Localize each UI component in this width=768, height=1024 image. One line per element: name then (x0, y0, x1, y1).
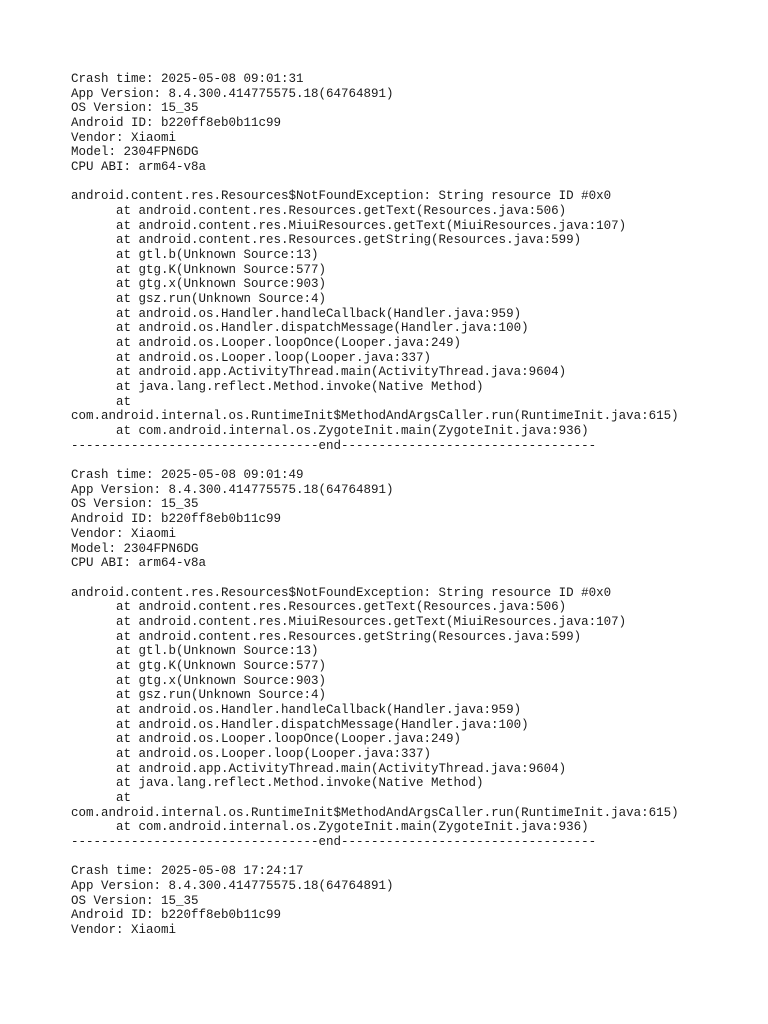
stack-frame: at gsz.run(Unknown Source:4) (116, 688, 327, 703)
stack-frame-wrapped: com.android.internal.os.RuntimeInit$MethodAndArgsCaller.run(RuntimeInit.java:615) (71, 805, 679, 820)
crash-header-line: OS Version: 15_35 (71, 497, 199, 512)
stack-frame: at java.lang.reflect.Method.invoke(Native Method) (116, 380, 484, 395)
crash-header-line: Crash time: 2025-05-08 09:01:31 (71, 72, 304, 86)
stack-frame: at gtl.b(Unknown Source:13) (116, 644, 319, 659)
crash-header-line: OS Version: 15_35 (71, 101, 199, 116)
crash-log-document (71, 72, 761, 938)
stack-frame: at android.os.Looper.loop(Looper.java:337) (116, 350, 432, 365)
crash-header-line: Model: 2304FPN6DG (71, 541, 199, 556)
stack-frame: at android.content.res.Resources.getText(Resources.java:506) (116, 204, 567, 219)
stack-frame: at gtg.x(Unknown Source:903) (116, 277, 327, 292)
end-separator: ---------------------------------end---------------------------------- (71, 834, 597, 849)
crash-header-line: Vendor: Xiaomi (71, 922, 177, 937)
crash-header-line: OS Version: 15_35 (71, 893, 199, 908)
stack-frame: at android.content.res.Resources.getText(Resources.java:506) (116, 600, 567, 615)
stack-frame: at android.app.ActivityThread.main(ActivityThread.java:9604) (116, 761, 567, 776)
stack-frame: at com.android.internal.os.ZygoteInit.main(ZygoteInit.java:936) (116, 424, 589, 439)
blank-line (71, 175, 761, 190)
stack-frame: at android.app.ActivityThread.main(ActivityThread.java:9604) (116, 365, 567, 380)
stack-frame: at java.lang.reflect.Method.invoke(Native Method) (116, 776, 484, 791)
crash-header-line: Vendor: Xiaomi (71, 130, 177, 145)
stack-frame: at android.os.Handler.handleCallback(Handler.java:959) (116, 306, 522, 321)
crash-header-line: Android ID: b220ff8eb0b11c99 (71, 116, 282, 131)
crash-header-line: Model: 2304FPN6DG (71, 145, 199, 160)
stack-frame: at gtg.K(Unknown Source:577) (116, 262, 327, 277)
exception-message: android.content.res.Resources$NotFoundException: String resource ID #0x0 (71, 585, 612, 600)
blank-line (71, 453, 761, 468)
stack-frame: at gtl.b(Unknown Source:13) (116, 248, 319, 263)
crash-header-line: Android ID: b220ff8eb0b11c99 (71, 908, 282, 923)
stack-frame: at gsz.run(Unknown Source:4) (116, 292, 327, 307)
crash-header-line: Crash time: 2025-05-08 09:01:49 (71, 468, 304, 483)
stack-frame: at android.os.Handler.handleCallback(Handler.java:959) (116, 702, 522, 717)
stack-frame: at android.content.res.Resources.getString(Resources.java:599) (116, 233, 582, 248)
crash-header-line: Android ID: b220ff8eb0b11c99 (71, 512, 282, 527)
crash-header-line: Vendor: Xiaomi (71, 526, 177, 541)
stack-frame: at (116, 394, 132, 409)
stack-frame-wrapped: com.android.internal.os.RuntimeInit$MethodAndArgsCaller.run(RuntimeInit.java:615) (71, 409, 679, 424)
crash-header-line: CPU ABI: arm64-v8a (71, 556, 207, 571)
exception-message: android.content.res.Resources$NotFoundException: String resource ID #0x0 (71, 189, 612, 204)
crash-header-line: App Version: 8.4.300.414775575.18(64764891) (71, 878, 394, 893)
blank-line (71, 571, 761, 586)
stack-frame: at gtg.x(Unknown Source:903) (116, 673, 327, 688)
stack-frame: at com.android.internal.os.ZygoteInit.main(ZygoteInit.java:936) (116, 820, 589, 835)
crash-header-line: Crash time: 2025-05-08 17:24:17 (71, 864, 304, 879)
crash-header-line: App Version: 8.4.300.414775575.18(64764891) (71, 86, 394, 101)
stack-frame: at android.os.Looper.loopOnce(Looper.java:249) (116, 336, 462, 351)
stack-frame: at android.os.Handler.dispatchMessage(Handler.java:100) (116, 321, 529, 336)
crash-header-line: CPU ABI: arm64-v8a (71, 160, 207, 175)
stack-frame: at android.content.res.MiuiResources.getText(MiuiResources.java:107) (116, 614, 627, 629)
stack-frame: at android.os.Looper.loop(Looper.java:337) (116, 746, 432, 761)
stack-frame: at android.content.res.Resources.getString(Resources.java:599) (116, 629, 582, 644)
end-separator: ---------------------------------end---------------------------------- (71, 438, 597, 453)
blank-line (71, 850, 761, 865)
stack-frame: at (116, 790, 132, 805)
stack-frame: at gtg.K(Unknown Source:577) (116, 658, 327, 673)
stack-frame: at android.os.Handler.dispatchMessage(Handler.java:100) (116, 717, 529, 732)
stack-frame: at android.os.Looper.loopOnce(Looper.java:249) (116, 732, 462, 747)
stack-frame: at android.content.res.MiuiResources.getText(MiuiResources.java:107) (116, 218, 627, 233)
crash-header-line: App Version: 8.4.300.414775575.18(64764891) (71, 482, 394, 497)
